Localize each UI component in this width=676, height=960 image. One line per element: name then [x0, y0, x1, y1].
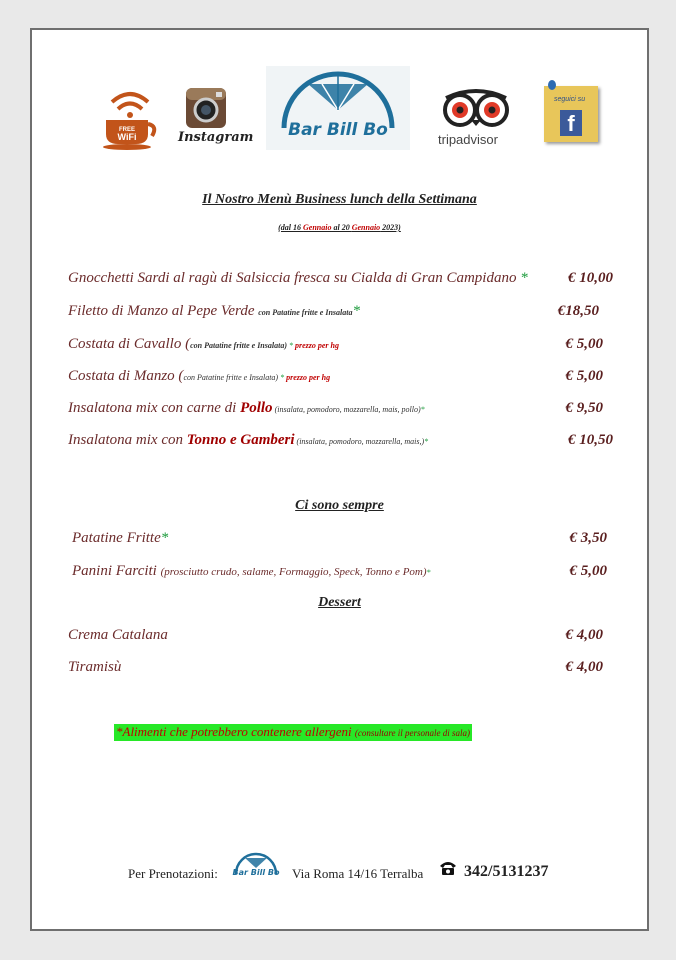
instagram-label: Instagram [178, 130, 254, 145]
footer-brand-name: Bar Bill Bo [232, 868, 280, 877]
allergen-star: * [516, 270, 528, 286]
item-name: Insalatona mix con carne di [68, 400, 241, 416]
section-title-always: Ci sono sempre [295, 498, 384, 513]
item-name: Panini Farciti [72, 563, 161, 579]
menu-page [30, 28, 649, 931]
footer-brand-logo[interactable] [228, 850, 284, 886]
allergen-note-text: *Alimenti che potrebbero contenere allergeni [116, 724, 355, 739]
item-note: con Patatine fritte e Insalata) [183, 373, 279, 382]
item-name: Gnocchetti Sardi al ragù di Salsiccia fresca su Cialda di Gran Campidano [68, 270, 517, 286]
item-price: € 10,00 [568, 270, 613, 286]
menu-item [72, 563, 611, 585]
item-price: € 3,50 [569, 530, 607, 546]
menu-item [68, 659, 611, 681]
item-name: Costata di Manzo ( [68, 368, 184, 384]
item-name: Patatine Fritte [72, 530, 161, 546]
item-price: € 5,00 [565, 336, 603, 352]
item-price: € 5,00 [569, 563, 607, 579]
item-price: € 5,00 [565, 368, 603, 384]
tripadvisor-label: tripadvisor [438, 132, 498, 147]
menu-item [68, 270, 611, 292]
allergen-star: * [352, 303, 360, 319]
item-note: (insalata, pomodoro, mozzarella, mais, pollo) [272, 405, 421, 414]
facebook-icon: f [560, 110, 582, 136]
item-price: € 9,50 [565, 400, 603, 416]
footer [32, 850, 647, 890]
menu-item [72, 530, 611, 552]
item-note: con Patatine fritte e Insalata [258, 308, 353, 317]
item-price: € 4,00 [565, 659, 603, 675]
menu-item [68, 303, 611, 325]
address: Via Roma 14/16 Terralba [292, 866, 424, 881]
date-month-end: Gennaio [351, 223, 381, 232]
item-name: Insalatona mix con [68, 432, 187, 448]
allergen-star: * [426, 568, 431, 577]
allergen-note [114, 724, 472, 741]
allergen-star: * [278, 373, 285, 382]
menu-item [68, 432, 611, 454]
item-highlight: Tonno e Gamberi [186, 432, 295, 448]
item-name: Crema Catalana [68, 627, 168, 643]
item-price: € 10,50 [568, 432, 613, 448]
instagram-icon[interactable] [186, 88, 226, 128]
item-note: con Patatine fritte e Insalata) [190, 341, 287, 350]
facebook-badge[interactable] [544, 86, 598, 142]
item-extra: prezzo per hg [284, 373, 331, 382]
wifi-cup-icon[interactable] [102, 88, 158, 150]
date-prefix: (dal 16 [278, 223, 304, 232]
menu-item [68, 336, 611, 358]
menu-item [68, 627, 611, 649]
booking-label: Per Prenotazioni: [128, 866, 218, 881]
brand-name: Bar Bill Bo [288, 120, 388, 140]
menu-item [68, 400, 611, 422]
logo-row [32, 30, 647, 170]
allergen-star: * [420, 405, 425, 414]
item-note: (prosciutto crudo, salame, Formaggio, Speck, Tonno e Pom) [160, 566, 427, 578]
svg-text:FREE: FREE [118, 127, 136, 133]
date-month-start: Gennaio [303, 223, 332, 232]
date-mid: al 20 [331, 223, 352, 232]
section-title-dessert: Dessert [318, 595, 361, 610]
allergen-star: * [424, 437, 429, 446]
allergen-star: * [160, 530, 169, 546]
tripadvisor-owl-icon[interactable] [438, 88, 514, 128]
brand-logo[interactable] [266, 66, 410, 150]
allergen-note-sub: (consultare il personale di sala) [354, 728, 471, 738]
svg-text:WiFi: WiFi [117, 132, 137, 142]
menu-date-range [32, 223, 647, 232]
item-price: €18,50 [557, 303, 599, 319]
telephone-icon [438, 860, 458, 876]
menu-item [68, 368, 611, 390]
item-name: Filetto di Manzo al Pepe Verde [68, 303, 259, 319]
item-extra: prezzo per hg [292, 341, 339, 350]
phone-number[interactable]: 342/5131237 [464, 863, 549, 880]
facebook-label: seguici su [554, 96, 586, 103]
item-note: (insalata, pomodoro, mozzarella, mais,) [294, 437, 425, 446]
item-highlight: Pollo [240, 400, 273, 416]
menu-title: Il Nostro Menù Business lunch della Settimana [202, 192, 477, 207]
pushpin-icon [548, 80, 556, 90]
item-name: Costata di Cavallo ( [68, 336, 191, 352]
allergen-star: * [286, 341, 293, 350]
item-name: Tiramisù [68, 659, 122, 675]
date-suffix: 2023) [380, 223, 401, 232]
item-price: € 4,00 [565, 627, 603, 643]
